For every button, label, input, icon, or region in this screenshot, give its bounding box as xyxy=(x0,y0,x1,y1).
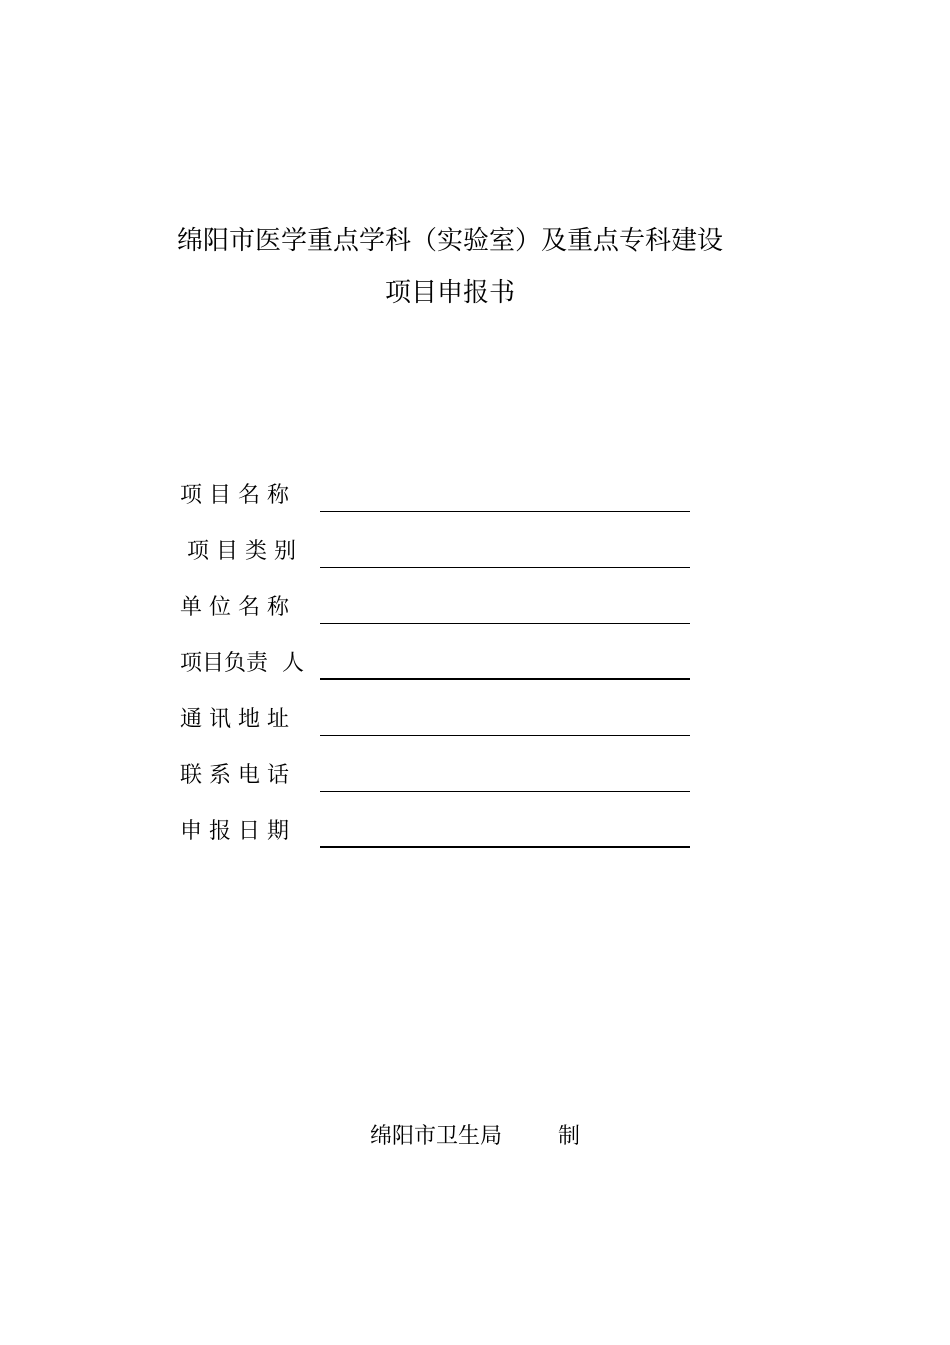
project-category-field xyxy=(180,534,700,568)
project-name-field xyxy=(180,478,700,512)
project-category-label: 项 目 类 别 xyxy=(180,539,296,564)
contact-phone-field xyxy=(180,758,700,792)
issuer-suffix: 制 xyxy=(557,1124,580,1149)
project-leader-label: 项目负责 人 xyxy=(180,651,304,676)
unit-name-field xyxy=(180,590,700,624)
unit-name-blank[interactable] xyxy=(320,623,690,624)
contact-phone-blank[interactable] xyxy=(320,791,690,792)
project-name-blank[interactable] xyxy=(320,511,690,512)
unit-name-label: 单 位 名 称 xyxy=(180,595,289,620)
mailing-address-label: 通 讯 地 址 xyxy=(180,707,289,732)
mailing-address-blank[interactable] xyxy=(320,735,690,736)
issuer-footer xyxy=(370,1122,580,1152)
document-title-line-1: 绵阳市医学重点学科（实验室）及重点专科建设 xyxy=(176,226,723,256)
application-date-blank[interactable] xyxy=(320,846,690,848)
project-category-blank[interactable] xyxy=(320,567,690,568)
project-leader-field xyxy=(180,646,700,680)
application-date-label: 申 报 日 期 xyxy=(180,819,289,844)
contact-phone-label: 联 系 电 话 xyxy=(180,763,289,788)
project-name-label: 项 目 名 称 xyxy=(180,483,289,508)
application-date-field xyxy=(180,814,700,848)
document-title-line-2: 项目申报书 xyxy=(384,278,515,308)
project-leader-blank[interactable] xyxy=(320,678,690,680)
mailing-address-field xyxy=(180,702,700,736)
issuer-name: 绵阳市卫生局 xyxy=(370,1124,503,1149)
